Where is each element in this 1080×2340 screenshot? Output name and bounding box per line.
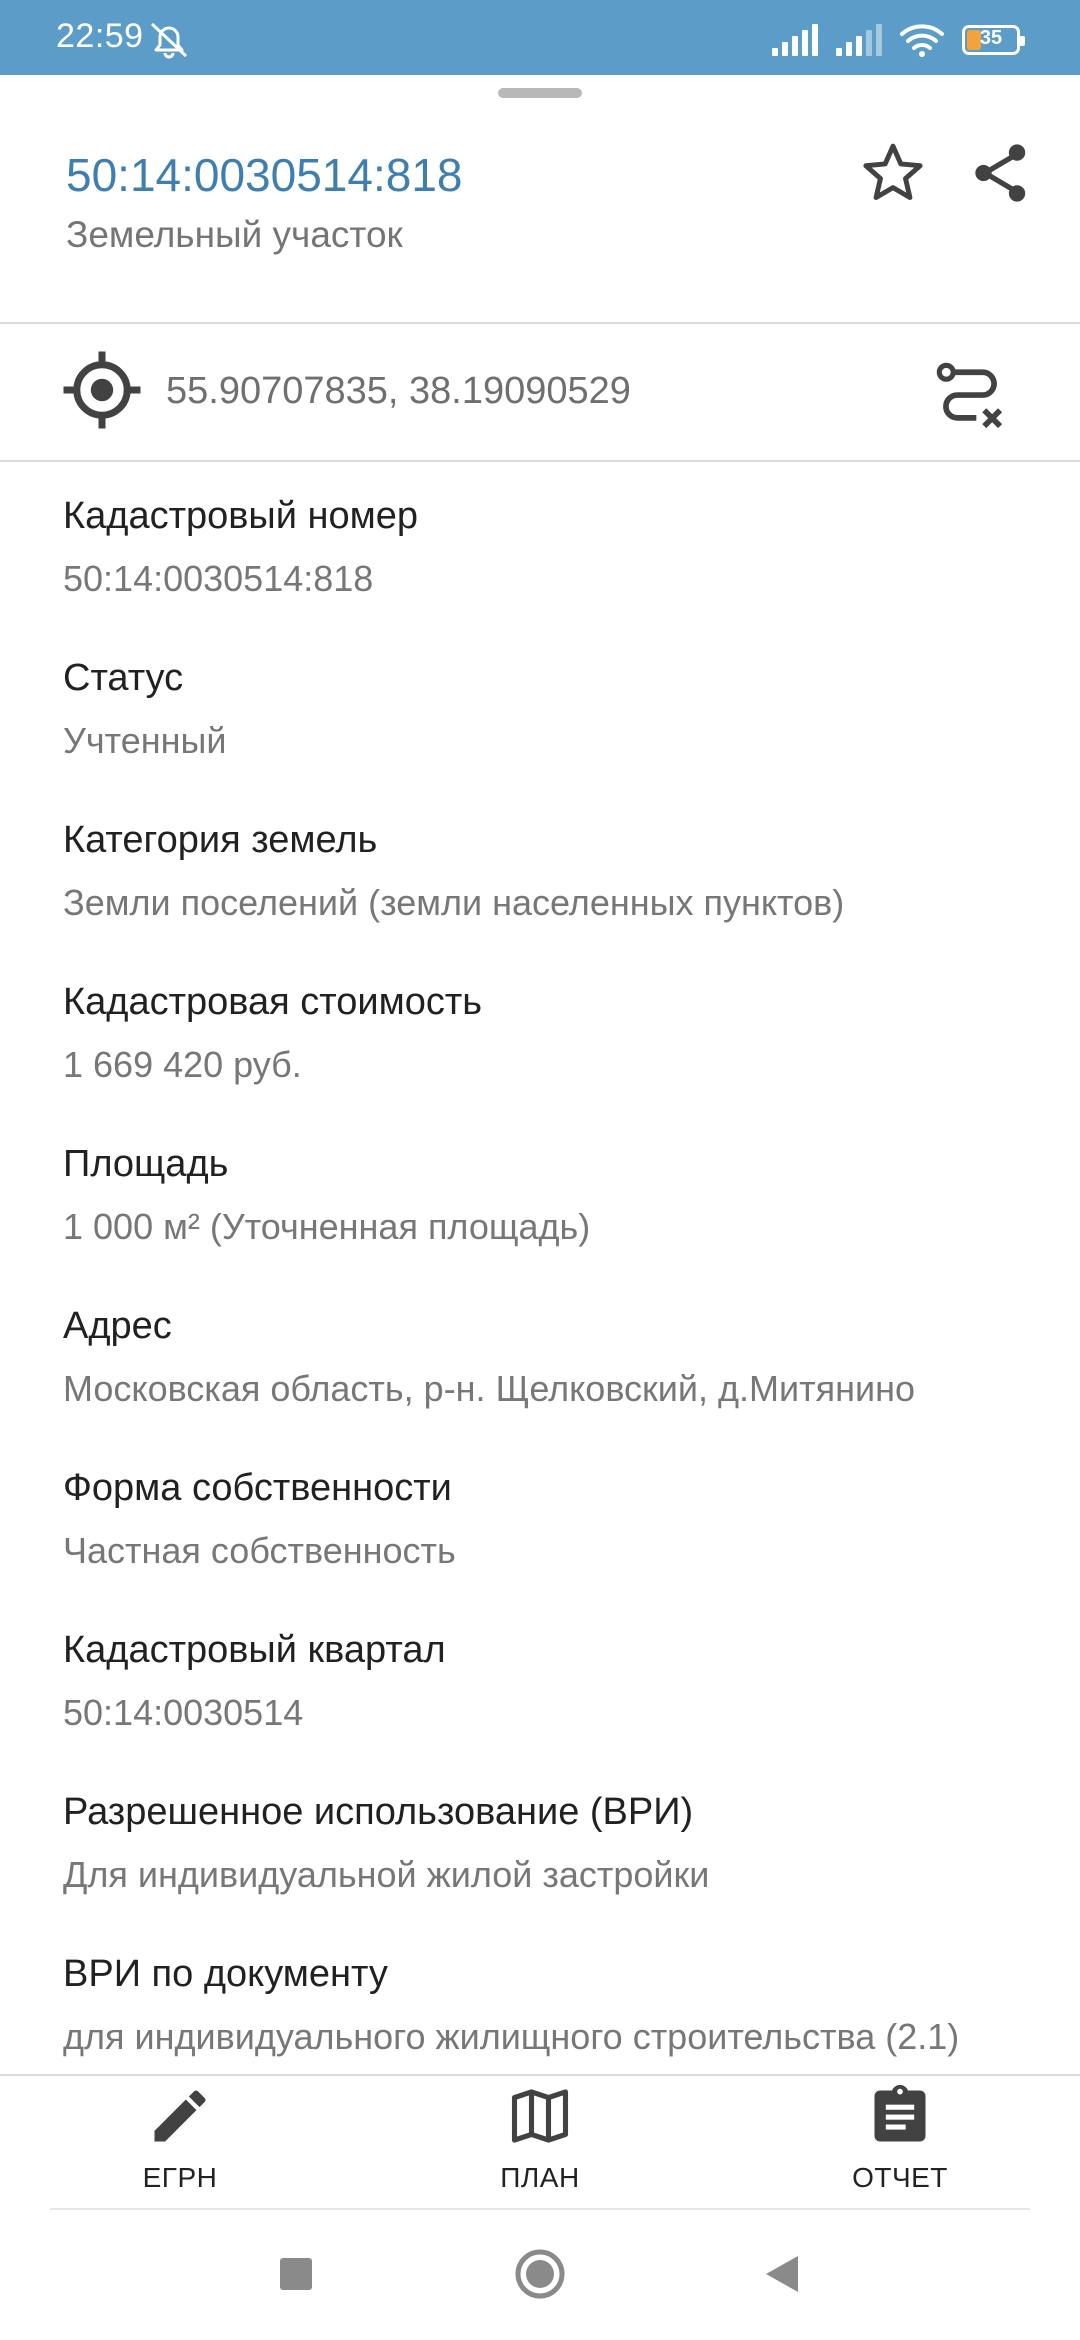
battery-level: 35 — [979, 27, 1003, 49]
detail-value: 1 669 420 руб. — [63, 1044, 302, 1085]
sheet-drag-handle[interactable] — [498, 88, 582, 98]
status-icons — [772, 22, 1020, 58]
home-icon[interactable] — [510, 2244, 570, 2304]
nav-label: ОТЧЕТ — [852, 2162, 948, 2193]
coordinates-row[interactable] — [0, 326, 1080, 460]
detail-value: Частная собственность — [63, 1530, 456, 1571]
detail-label: ВРИ по документу — [63, 1953, 388, 1995]
target-icon — [60, 348, 144, 432]
detail-address — [63, 1302, 1063, 1464]
detail-value: Земли поселений (земли населенных пунктов) — [63, 882, 845, 923]
recents-icon[interactable] — [266, 2244, 326, 2304]
detail-ownership — [63, 1464, 1063, 1626]
star-icon[interactable] — [858, 138, 928, 208]
route-clear-icon[interactable] — [932, 358, 1008, 434]
detail-permitted-use — [63, 1788, 1063, 1950]
battery-icon — [962, 25, 1020, 55]
clipboard-icon — [866, 2082, 934, 2150]
detail-label: Кадастровый номер — [63, 495, 419, 537]
pencil-icon — [146, 2082, 214, 2150]
detail-label: Разрешенное использование (ВРИ) — [63, 1791, 694, 1833]
nav-egrn-button[interactable] — [60, 2076, 300, 2216]
coordinates-divider — [0, 460, 1080, 462]
nav-label: ПЛАН — [500, 2162, 580, 2193]
detail-label: Статус — [63, 657, 184, 699]
signal-icon — [772, 24, 818, 56]
details-list — [63, 492, 1063, 2112]
detail-value: Учтенный — [63, 720, 227, 761]
wifi-icon — [900, 23, 944, 57]
detail-status — [63, 654, 1063, 816]
detail-label: Площадь — [63, 1143, 229, 1185]
detail-area — [63, 1140, 1063, 1302]
detail-label: Кадастровый квартал — [63, 1629, 446, 1671]
detail-value: 50:14:0030514:818 — [63, 558, 374, 599]
detail-value: для индивидуального жилищного строительства (2.1) — [63, 2016, 960, 2057]
detail-value: 50:14:0030514 — [63, 1692, 304, 1733]
detail-cadastral-quarter — [63, 1626, 1063, 1788]
detail-label: Форма собственности — [63, 1467, 452, 1509]
share-icon[interactable] — [966, 138, 1036, 208]
mute-alarm-icon — [146, 20, 192, 60]
detail-cadastral-value — [63, 978, 1063, 1140]
nav-divider — [50, 2208, 1030, 2210]
nav-label: ЕГРН — [142, 2162, 218, 2193]
header-divider — [0, 322, 1080, 324]
page-subtitle: Земельный участок — [66, 214, 403, 255]
detail-cadastral-number — [63, 492, 1063, 654]
detail-value: 1 000 м² (Уточненная площадь) — [63, 1206, 591, 1247]
nav-report-button[interactable] — [780, 2076, 1020, 2216]
back-icon[interactable] — [752, 2244, 812, 2304]
signal-icon — [836, 24, 882, 56]
detail-label: Адрес — [63, 1305, 172, 1347]
status-time: 22:59 — [56, 17, 144, 55]
detail-label: Кадастровая стоимость — [63, 981, 483, 1023]
coordinates-text[interactable]: 55.90707835, 38.19090529 — [166, 370, 631, 412]
detail-land-category — [63, 816, 1063, 978]
detail-label: Категория земель — [63, 819, 378, 861]
system-navigation-bar — [0, 2214, 1080, 2340]
nav-plan-button[interactable] — [420, 2076, 660, 2216]
page-title: 50:14:0030514:818 — [66, 149, 463, 201]
detail-value: Для индивидуальной жилой застройки — [63, 1854, 710, 1895]
status-bar — [0, 0, 1080, 75]
bottom-navigation — [0, 2074, 1080, 2216]
map-icon — [506, 2082, 574, 2150]
detail-value: Московская область, р-н. Щелковский, д.Митянино — [63, 1368, 915, 1409]
